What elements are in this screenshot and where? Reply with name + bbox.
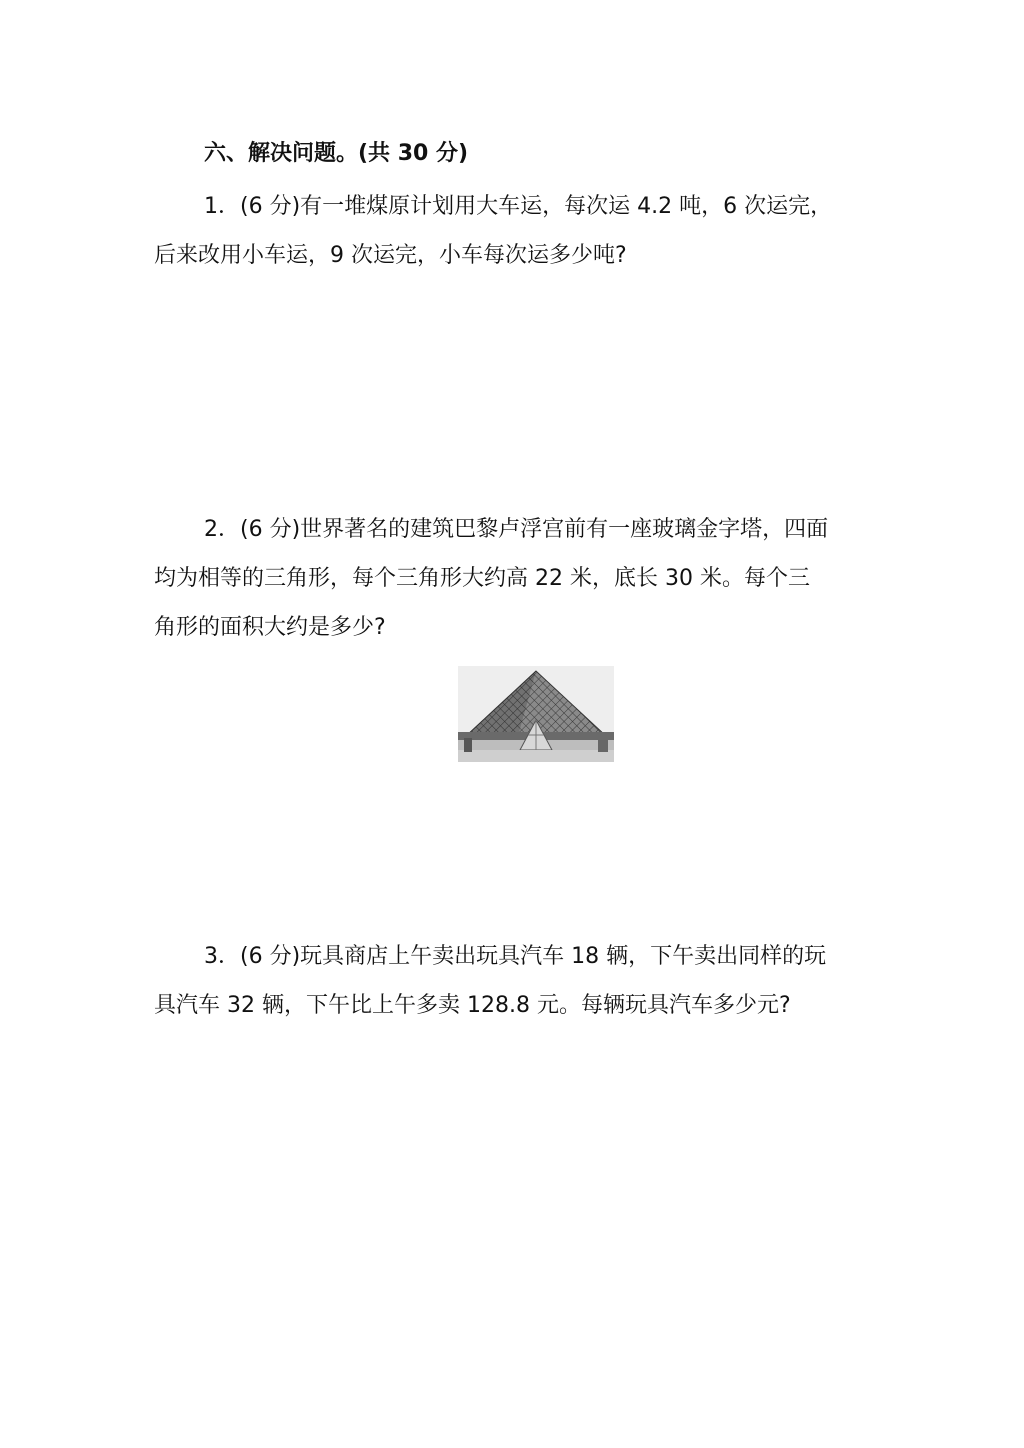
problem-3-line-2: 具汽车 32 辆，下午比上午多卖 128.8 元。每辆玩具汽车多少元? xyxy=(154,993,791,1018)
problem-2-line-2: 均为相等的三角形，每个三角形大约高 22 米，底长 30 米。每个三 xyxy=(154,566,810,591)
glass-pyramid-photo xyxy=(458,666,614,762)
problem-3-line-1: 3．(6 分)玩具商店上午卖出玩具汽车 18 辆，下午卖出同样的玩 xyxy=(204,944,827,969)
problem-2-line-1: 2．(6 分)世界著名的建筑巴黎卢浮宫前有一座玻璃金字塔，四面 xyxy=(204,517,829,542)
problem-1-line-2: 后来改用小车运，9 次运完，小车每次运多少吨? xyxy=(154,243,627,268)
problem-1 xyxy=(154,182,874,280)
section-heading: 六、解决问题。(共 30 分) xyxy=(204,141,469,166)
problem-2-line-3: 角形的面积大约是多少? xyxy=(154,615,386,640)
problem-3 xyxy=(154,932,874,1030)
problem-1-line-1: 1．(6 分)有一堆煤原计划用大车运，每次运 4.2 吨，6 次运完， xyxy=(204,194,833,219)
problem-2 xyxy=(154,505,874,652)
